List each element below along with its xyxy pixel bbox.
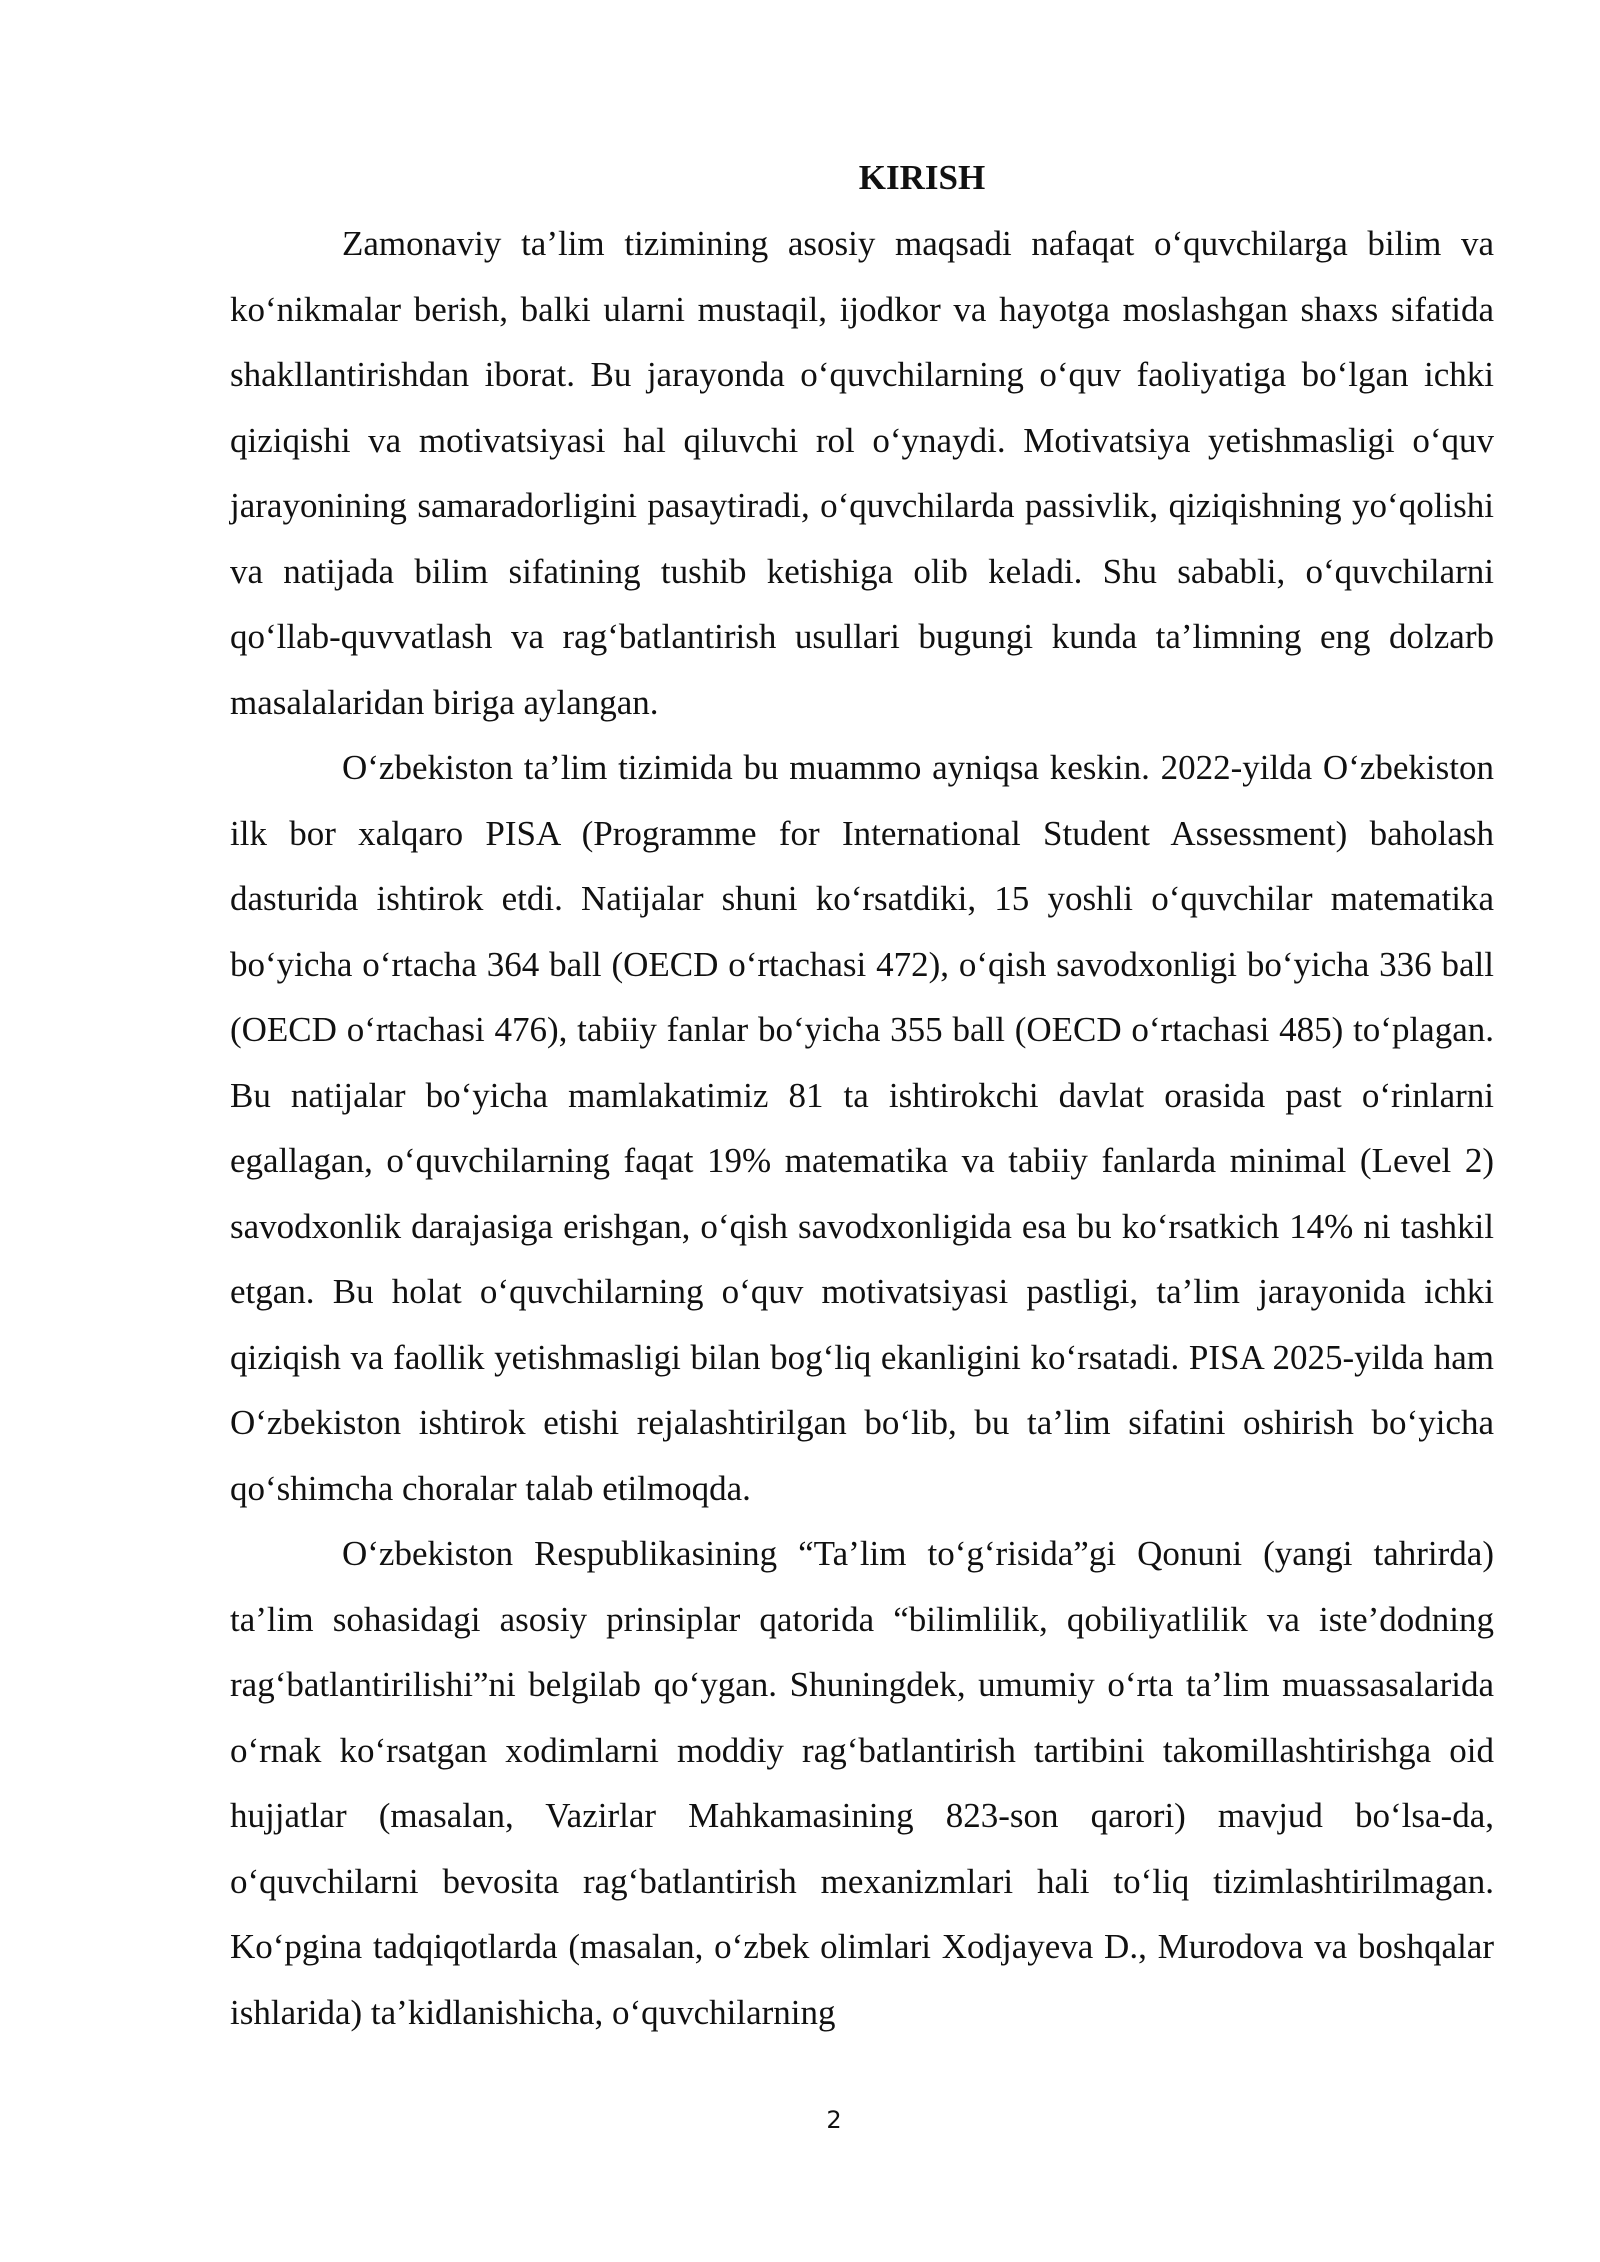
paragraph-3: O‘zbekiston Respublikasining “Ta’lim to‘g‘risida”gi Qonuni (yangi tahrirda) ta’lim sohasidagi asosiy prinsiplar qatorida “bilimlilik, qobiliyatlilik va iste’dodning rag‘batlantirilishi”ni belgilab qo‘ygan. Shuningdek, umumiy o‘rta ta’lim muassasalarida o‘rnak ko‘rsatgan xodimlarni moddiy rag‘batlantirish tartibini takomillashtirishga oid hujjatlar (masalan, Vazirlar Mahkamasining 823-son qarori) mavjud bo‘lsa-da, o‘quvchilarni bevosita rag‘batlantirish mexanizmlari hali to‘liq tizimlashtirilmagan. Ko‘pgina tadqiqotlarda (masalan, o‘zbek olimlari Xodjayeva D., Murodova va boshqalar ishlarida) ta’kidlanishicha, o‘quvchilarning: [230, 1534, 1494, 2032]
page-content: [230, 148, 1494, 2045]
paragraph-2: O‘zbekiston ta’lim tizimida bu muammo ayniqsa keskin. 2022-yilda O‘zbekiston ilk bor xalqaro PISA (Programme for International Student Assessment) baholash dasturida ishtirok etdi. Natijalar shuni ko‘rsatdiki, 15 yoshli o‘quvchilar matematika bo‘yicha o‘rtacha 364 ball (OECD o‘rtachasi 472), o‘qish savodxonligi bo‘yicha 336 ball (OECD o‘rtachasi 476), tabiiy fanlar bo‘yicha 355 ball (OECD o‘rtachasi 485) to‘plagan. Bu natijalar bo‘yicha mamlakatimiz 81 ta ishtirokchi davlat orasida past o‘rinlarni egallagan, o‘quvchilarning faqat 19% matematika va tabiiy fanlarda minimal (Level 2) savodxonlik darajasiga erishgan, o‘qish savodxonligida esa bu ko‘rsatkich 14% ni tashkil etgan. Bu holat o‘quvchilarning o‘quv motivatsiyasi pastligi, ta’lim jarayonida ichki qiziqish va faollik yetishmasligi bilan bog‘liq ekanligini ko‘rsatadi. PISA 2025-yilda ham O‘zbekiston ishtirok etishi rejalashtirilgan bo‘lib, bu ta’lim sifatini oshirish bo‘yicha qo‘shimcha choralar talab etilmoqda.: [230, 748, 1494, 1508]
section-title: KIRISH: [858, 158, 986, 197]
paragraph-1: Zamonaviy ta’lim tizimining asosiy maqsadi nafaqat o‘quvchilarga bilim va ko‘nikmalar berish, balki ularni mustaqil, ijodkor va hayotga moslashgan shaxs sifatida shakllantirishdan iborat. Bu jarayonda o‘quvchilarning o‘quv faoliyatiga bo‘lgan ichki qiziqishi va motivatsiyasi hal qiluvchi rol o‘ynaydi. Motivatsiya yetishmasligi o‘quv jarayonining samaradorligini pasaytiradi, o‘quvchilarda passivlik, qiziqishning yo‘qolishi va natijada bilim sifatining tushib ketishiga olib keladi. Shu sababli, o‘quvchilarni qo‘llab-quvvatlash va rag‘batlantirish usullari bugungi kunda ta’limning eng dolzarb masalalaridan biriga aylangan.: [230, 224, 1494, 722]
page-number: 2: [826, 2106, 842, 2134]
